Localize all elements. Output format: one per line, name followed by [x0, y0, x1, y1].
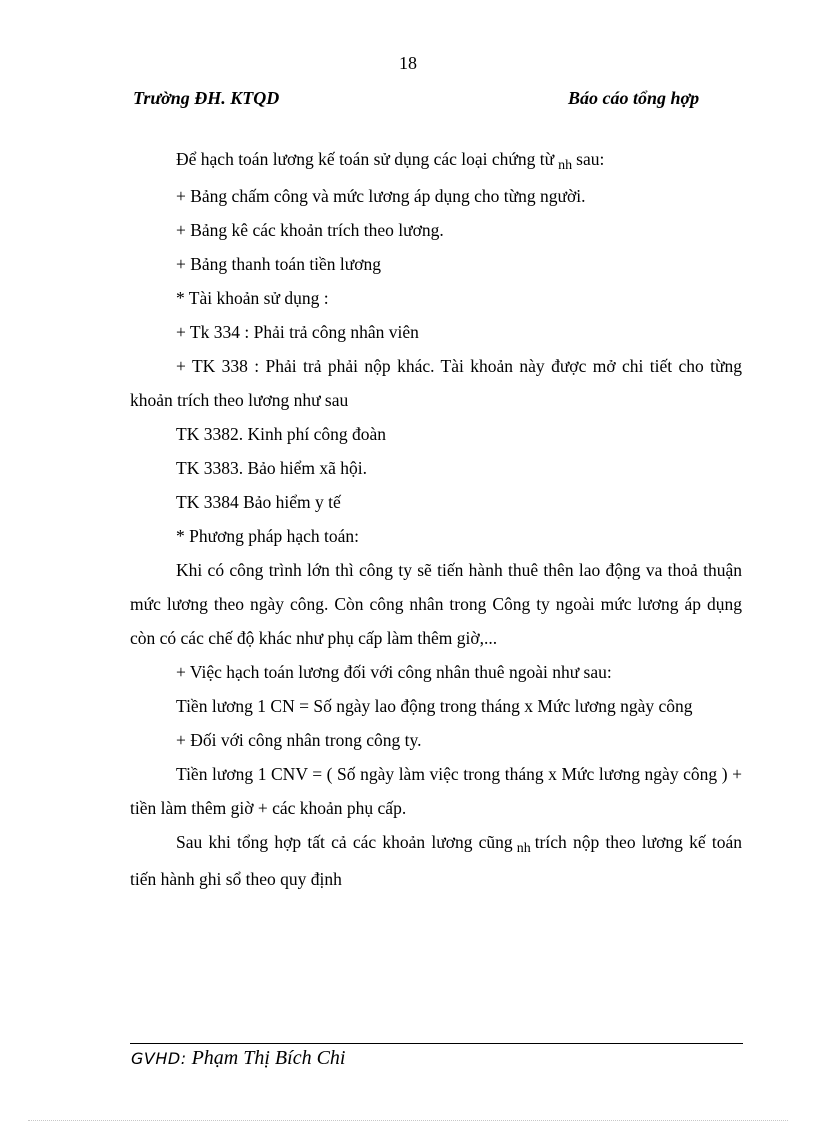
paragraph-16: Tiền lương 1 CNV = ( Số ngày làm việc trong tháng x Mức lương ngày công ) + tiền làm thêm giờ + các khoản phụ cấp.: [130, 764, 742, 818]
paragraph-1: Để hạch toán lương kế toán sử dụng các loại chứng từ $_{nh}$ sau:: [176, 149, 605, 173]
paragraph-6: + Tk 334 : Phải trả công nhân viên: [176, 322, 419, 342]
paragraph-15: + Đối với công nhân trong công ty.: [176, 730, 422, 750]
page-bottom-border: [28, 1120, 788, 1121]
paragraph-11: * Phương pháp hạch toán:: [176, 526, 360, 546]
paragraph-13: + Việc hạch toán lương đối với công nhân thuê ngoài như sau:: [176, 662, 612, 682]
footer-name: Phạm Thị Bích Chi: [191, 1047, 346, 1069]
header-school: Trường ĐH. KTQD: [133, 88, 280, 108]
header-report-title: Báo cáo tổng hợp: [568, 88, 700, 108]
paragraph-4: + Bảng thanh toán tiền lương: [176, 254, 382, 274]
page-number: 18: [399, 53, 417, 73]
paragraph-10: TK 3384 Bảo hiểm y tế: [176, 492, 341, 512]
document-body: [130, 142, 742, 896]
subscript-nh: nh: [558, 158, 573, 173]
paragraph-12: Khi có công trình lớn thì công ty sẽ tiến hành thuê thên lao động va thoả thuận mức lương theo ngày công. Còn công nhân trong Công ty ngoài mức lương áp dụng còn có các chế độ khác như phụ cấp làm thêm giờ,...: [130, 560, 742, 648]
paragraph-9: TK 3383. Bảo hiểm xã hội.: [176, 458, 368, 478]
paragraph-14: Tiền lương 1 CN = Số ngày lao động trong tháng x Mức lương ngày công: [176, 696, 693, 716]
paragraph-7: + TK 338 : Phải trả phải nộp khác. Tài khoản này được mở chi tiết cho từng khoản trích theo lương như sau: [130, 356, 742, 410]
paragraph-8: TK 3382. Kinh phí công đoàn: [176, 424, 386, 444]
paragraph-17: Sau khi tổng hợp tất cả các khoản lương cũng $_{nh}$ trích nộp theo lương kế toán tiến hành ghi sổ theo quy định: [130, 832, 742, 889]
paragraph-5: * Tài khoản sử dụng :: [176, 288, 329, 308]
paragraph-2: + Bảng chấm công và mức lương áp dụng cho từng người.: [176, 186, 586, 206]
footer-divider: [130, 1043, 743, 1044]
subscript-nh: nh: [516, 841, 531, 856]
footer-label: GVHD:: [131, 1049, 187, 1068]
footer-supervisor: [131, 1047, 345, 1070]
paragraph-3: + Bảng kê các khoản trích theo lương.: [176, 220, 444, 240]
